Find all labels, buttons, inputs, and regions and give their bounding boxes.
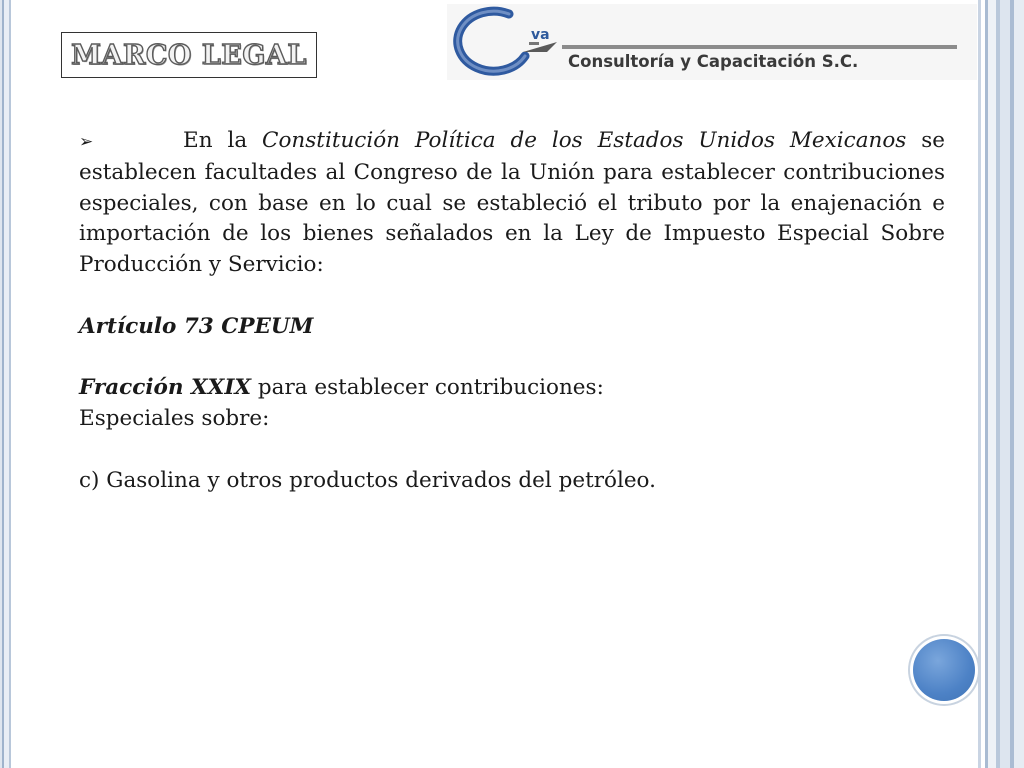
item-c: c) Gasolina y otros productos derivados del petróleo. bbox=[79, 467, 656, 493]
fraction-line bbox=[79, 373, 945, 404]
company-logo bbox=[447, 4, 977, 80]
slide-body bbox=[79, 126, 945, 497]
intro-rest: se establecen facultades al Congreso de la Unión para establecer contribuciones especiales, con base en lo cual se estableció el tributo por la enajenación e importación de los bienes señalados en la Ley de Impuesto Especial Sobre Producción y Servicio: bbox=[79, 128, 945, 278]
right-border-decoration bbox=[976, 0, 1024, 768]
logo-company-name: Consultoría y Capacitación S.C. bbox=[568, 52, 859, 71]
intro-paragraph bbox=[79, 126, 945, 281]
constitution-title: Constitución Política de los Estados Unidos Mexicanos bbox=[262, 128, 907, 153]
left-border-decoration bbox=[0, 0, 12, 768]
intro-text: En la bbox=[183, 128, 263, 153]
article-heading: Artículo 73 CPEUM bbox=[79, 313, 314, 339]
logo-letters: va bbox=[531, 27, 550, 43]
fraction-label: Fracción XXIX bbox=[79, 375, 252, 401]
especiales-line: Especiales sobre: bbox=[79, 406, 270, 432]
slide-title: MARCO LEGAL bbox=[71, 39, 307, 71]
circle-decoration bbox=[913, 639, 975, 701]
fraction-text: para establecer contribuciones: bbox=[251, 375, 604, 401]
arrow-bullet-icon: ➢ bbox=[79, 132, 94, 152]
slide-title-box bbox=[61, 32, 317, 78]
